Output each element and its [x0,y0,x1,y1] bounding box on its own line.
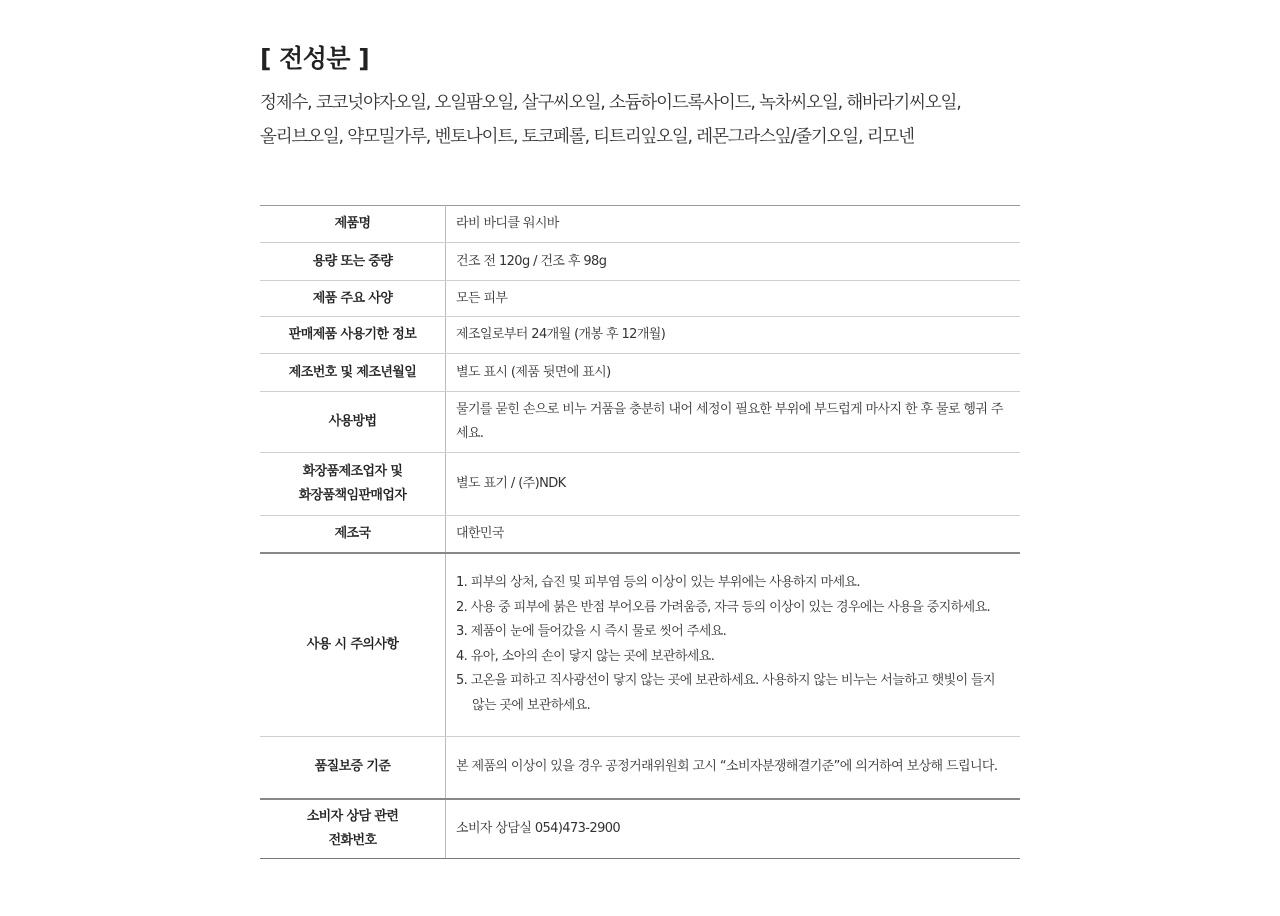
list-item: 1. 피부의 상처, 습진 및 피부염 등의 이상이 있는 부위에는 사용하지 마세요. [456,575,860,591]
row-value-quality: 본 제품의 이상이 있을 경우 공정거래위원회 고시 “소비자분쟁해결기준”에 의거하여 보상해 드립니다. [446,737,1021,799]
ingredients-list: 정제수, 코코넛야자오일, 오일팜오일, 살구씨오일, 소듐하이드록사이드, 녹차씨오일, 해바라기씨오일, 올리브오일, 약모밀가루, 벤토나이트, 토코페롤, 티트리잎오일, 레몬그라스잎/줄기오일, 리모넨 [260,93,961,147]
table-row [260,799,1020,859]
manufacturer-label-line2: 화장품책임판매업자 [298,488,407,503]
table-row [260,317,1020,354]
row-label-volume: 용량 또는 중량 [260,243,446,281]
manufacturer-label-line1: 화장품제조업자 및 [302,464,403,479]
row-label-manufacturer [260,453,446,516]
table-row [260,281,1020,317]
ingredients-title: [ 전성분 ] [260,44,370,73]
contact-label-line2: 전화번호 [328,832,377,848]
contact-label-line1: 소비자 상담 관련 [306,808,399,824]
row-label-batch: 제조번호 및 제조년월일 [260,354,446,392]
table-row [260,206,1020,243]
row-label-cautions: 사용 시 주의사항 [260,553,446,737]
row-value-manufacturer: 별도 표기 / (주)NDK [446,453,1021,516]
table-row [260,354,1020,392]
product-info-table [260,205,1020,859]
row-value-cautions [446,553,1021,737]
row-value-batch: 별도 표시 (제품 뒷면에 표시) [446,354,1021,392]
table-row [260,737,1020,799]
row-label-product-name: 제품명 [260,206,446,243]
row-label-quality: 품질보증 기준 [260,737,446,799]
row-value-usage: 물기를 묻힌 손으로 비누 거품을 충분히 내어 세정이 필요한 부위에 부드럽게 마사지 한 후 물로 헹궈 주세요. [446,392,1021,453]
ingredients-section [260,40,1020,154]
list-item: 4. 유아, 소아의 손이 닿지 않는 곳에 보관하세요. [456,648,715,664]
row-value-skin-type: 모든 피부 [446,281,1021,317]
list-item: 2. 사용 중 피부에 붉은 반점 부어오름 가려움증, 자극 등의 이상이 있는 경우에는 사용을 중지하세요. [456,599,991,615]
table-row [260,553,1020,737]
table-row [260,516,1020,553]
list-item: 5. 고온을 피하고 직사광선이 닿지 않는 곳에 보관하세요. 사용하지 않는 비누는 서늘하고 햇빛이 들지 않는 곳에 보관하세요. [456,673,995,713]
table-row [260,392,1020,453]
table-row [260,453,1020,516]
table-row [260,243,1020,281]
row-value-expiry: 제조일로부터 24개월 (개봉 후 12개월) [446,317,1021,354]
row-label-usage: 사용방법 [260,392,446,453]
row-label-expiry: 판매제품 사용기한 정보 [260,317,446,354]
row-label-skin-type: 제품 주요 사양 [260,281,446,317]
row-value-contact: 소비자 상담실 054)473-2900 [446,799,1021,859]
list-item: 3. 제품이 눈에 들어갔을 시 즉시 물로 씻어 주세요. [456,624,727,640]
row-label-country: 제조국 [260,516,446,553]
cautions-list [456,571,1008,718]
row-label-contact [260,799,446,859]
row-value-volume: 건조 전 120g / 건조 후 98g [446,243,1021,281]
row-value-product-name: 라비 바디클 워시바 [446,206,1021,243]
row-value-country: 대한민국 [446,516,1021,553]
